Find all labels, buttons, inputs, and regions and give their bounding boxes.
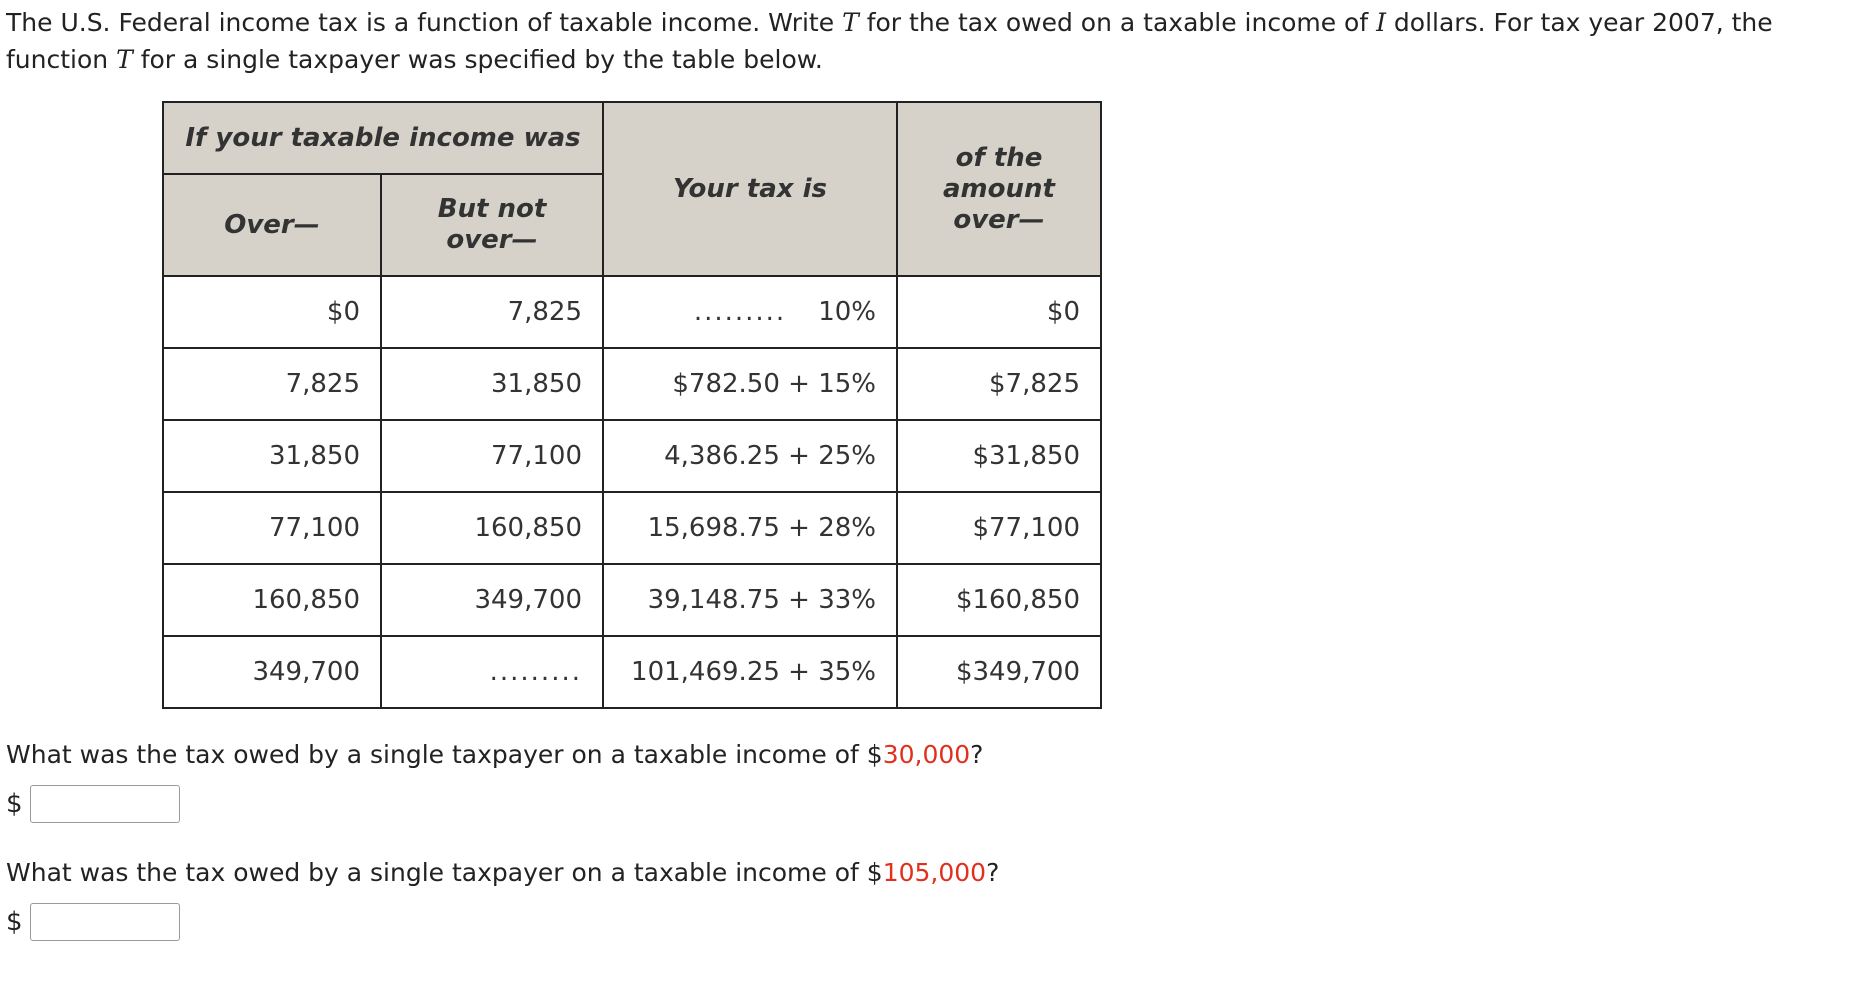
cell-tax: 39,148.75 + 33% xyxy=(603,564,897,636)
tax-rate-table xyxy=(162,101,1102,709)
answer-input-1[interactable] xyxy=(30,785,180,823)
cell-over: 31,850 xyxy=(163,420,381,492)
question-text: What was the tax owed by a single taxpayer on a taxable income of $ xyxy=(6,858,883,887)
cell-tax: 4,386.25 + 25% xyxy=(603,420,897,492)
cell-amount-over: $0 xyxy=(897,276,1101,348)
cell-tax xyxy=(603,276,897,348)
dollar-sign: $ xyxy=(6,789,23,819)
answer-row-2 xyxy=(6,903,180,941)
question-2 xyxy=(6,856,999,890)
cell-amount-over: $160,850 xyxy=(897,564,1101,636)
answer-row-1 xyxy=(6,785,180,823)
cell-over: 349,700 xyxy=(163,636,381,708)
tax-rate: 10% xyxy=(818,297,876,327)
cell-amount-over: $77,100 xyxy=(897,492,1101,564)
table-row xyxy=(163,564,1101,636)
question-1 xyxy=(6,738,983,772)
cell-not-over: 160,850 xyxy=(381,492,603,564)
table-row xyxy=(163,420,1101,492)
question-mark: ? xyxy=(986,858,1000,887)
cell-not-over: 349,700 xyxy=(381,564,603,636)
cell-over: 7,825 xyxy=(163,348,381,420)
table-row xyxy=(163,276,1101,348)
intro-text-3: dollars. For tax year 2007, the function xyxy=(6,8,1773,74)
intro-text-2: for the tax owed on a taxable income of xyxy=(858,8,1377,37)
table-row xyxy=(163,348,1101,420)
income-value-highlight: 30,000 xyxy=(882,740,971,769)
intro-text-4: for a single taxpayer was specified by the table below. xyxy=(132,45,823,74)
cell-amount-over: $349,700 xyxy=(897,636,1101,708)
header-but-not-over: But not over— xyxy=(381,174,603,276)
table-row xyxy=(163,492,1101,564)
header-over: Over— xyxy=(163,174,381,276)
cell-not-over: 77,100 xyxy=(381,420,603,492)
problem-statement xyxy=(6,4,1846,78)
table-row xyxy=(163,636,1101,708)
variable-i: I xyxy=(1376,8,1386,37)
cell-tax: 101,469.25 + 35% xyxy=(603,636,897,708)
answer-input-2[interactable] xyxy=(30,903,180,941)
cell-not-over: ......... xyxy=(381,636,603,708)
leader-dots: ......... xyxy=(693,297,787,327)
header-taxable-income: If your taxable income was xyxy=(163,102,603,174)
question-mark: ? xyxy=(970,740,984,769)
header-your-tax-is: Your tax is xyxy=(603,102,897,276)
cell-not-over: 31,850 xyxy=(381,348,603,420)
question-text: What was the tax owed by a single taxpayer on a taxable income of $ xyxy=(6,740,883,769)
cell-amount-over: $7,825 xyxy=(897,348,1101,420)
variable-t: T xyxy=(842,8,859,37)
cell-over: 160,850 xyxy=(163,564,381,636)
intro-text-1: The U.S. Federal income tax is a function of taxable income. Write xyxy=(6,8,843,37)
cell-not-over: 7,825 xyxy=(381,276,603,348)
income-value-highlight: 105,000 xyxy=(882,858,987,887)
variable-t-2: T xyxy=(116,45,133,74)
cell-over: 77,100 xyxy=(163,492,381,564)
cell-tax: $782.50 + 15% xyxy=(603,348,897,420)
cell-tax: 15,698.75 + 28% xyxy=(603,492,897,564)
dollar-sign: $ xyxy=(6,907,23,937)
header-of-the-amount-over: of the amount over— xyxy=(897,102,1101,276)
cell-over: $0 xyxy=(163,276,381,348)
cell-amount-over: $31,850 xyxy=(897,420,1101,492)
